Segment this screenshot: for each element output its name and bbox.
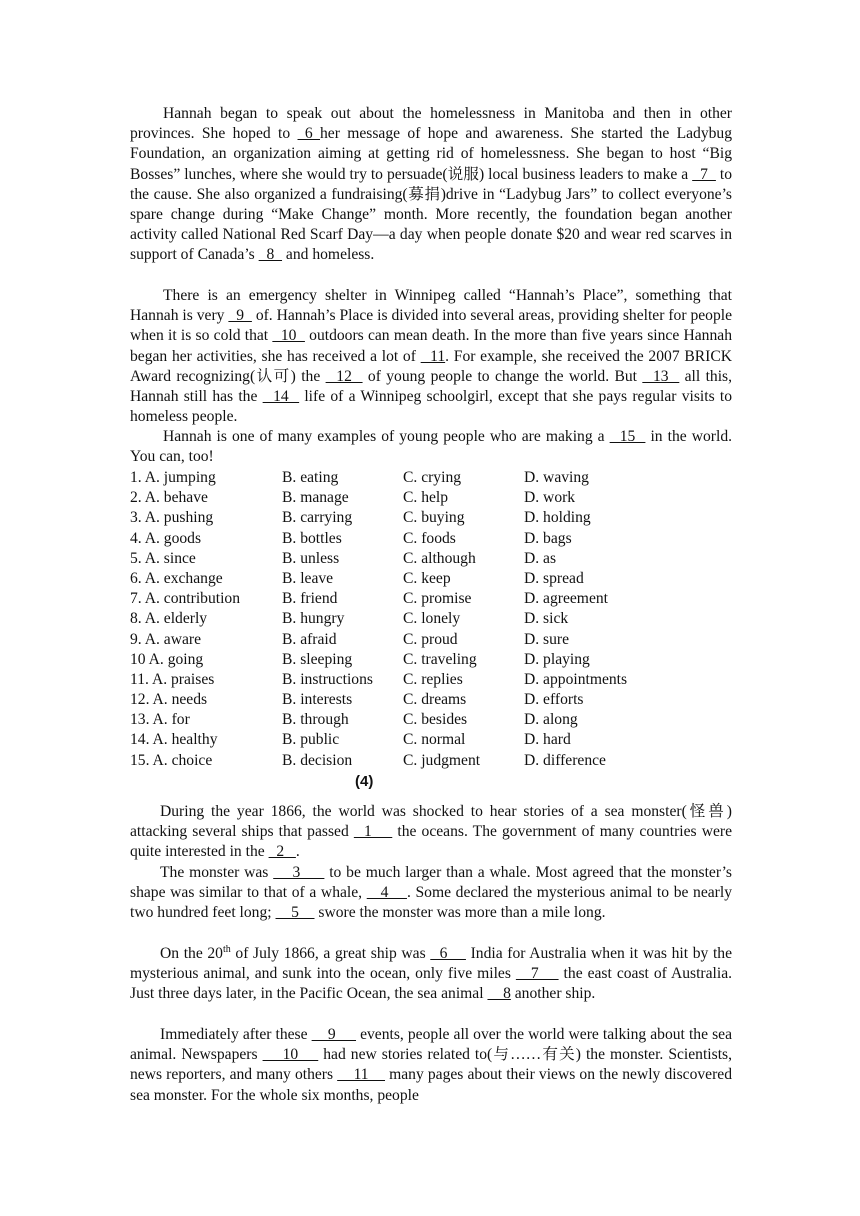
paragraph-text: . For example, she received the 2007 BRICK Award recognizing(认可) the <box>130 347 733 385</box>
paragraph-text: another ship. <box>510 985 596 1003</box>
option-d: D. spread <box>524 569 584 587</box>
option-a: 8. A. elderly <box>130 610 208 628</box>
passage3-paragraph-3 <box>130 427 732 467</box>
paragraph-text: to be much larger than a whale. Most agreed that the monster’s shape was similar to that of a whale, <box>130 864 732 902</box>
passage3-paragraph-1 <box>130 104 732 266</box>
option-d: D. holding <box>524 509 591 527</box>
answer-blank: 8 <box>487 985 511 1003</box>
answer-blank: 3 <box>273 864 325 881</box>
option-c: C. help <box>403 489 449 507</box>
option-c: C. although <box>403 549 476 567</box>
option-d: D. difference <box>524 751 606 769</box>
paragraph-text: the oceans. The government of many countries were quite interested in the <box>130 823 732 861</box>
answer-blank: 9 <box>228 307 252 325</box>
paragraph-text: . <box>295 843 300 861</box>
option-c: C. foods <box>403 529 456 547</box>
option-b: B. bottles <box>282 529 342 547</box>
option-d: D. waving <box>524 469 589 486</box>
option-b: B. sleeping <box>282 650 353 668</box>
option-a: 5. A. since <box>130 549 196 567</box>
option-d: D. along <box>524 711 578 729</box>
option-c: C. keep <box>403 569 451 587</box>
option-b: B. hungry <box>282 610 345 628</box>
superscript-text: th <box>222 943 231 955</box>
paragraph-text: of young people to change the world. But <box>362 367 643 385</box>
answer-blank: 13 <box>642 367 680 385</box>
option-b: B. afraid <box>282 630 337 648</box>
answer-blank: 12 <box>325 367 363 385</box>
paragraph-text: There is an emergency shelter in Winnipeg called “Hannah’s Place”, something that Hannah is very <box>130 287 732 325</box>
answer-blank: 7 <box>692 165 716 183</box>
section-number: (4) <box>355 773 374 790</box>
option-b: B. through <box>282 711 349 729</box>
option-c: C. traveling <box>403 650 477 668</box>
answer-blank: 11 <box>337 1066 386 1084</box>
option-a: 2. A. behave <box>130 489 208 507</box>
paragraph-text: life of a Winnipeg schoolgirl, except that she pays regular visits to homeless people. <box>130 388 733 426</box>
paragraph-text: in the world. You can, too! <box>130 428 733 466</box>
passage4-paragraph-1 <box>130 802 732 863</box>
option-a: 1. A. jumping <box>130 469 216 486</box>
option-c: C. judgment <box>403 751 481 769</box>
answer-blank: 7 <box>515 965 559 983</box>
answer-blank: 6 <box>430 945 466 962</box>
option-b: B. eating <box>282 469 339 486</box>
option-c: C. normal <box>403 731 466 749</box>
passage3-paragraph-2 <box>130 286 732 427</box>
passage4-paragraph-2 <box>130 863 732 924</box>
answer-blank: 4 <box>366 884 407 902</box>
paragraph-text: all this, Hannah still has the <box>130 367 732 406</box>
passage4-paragraph-4 <box>130 1025 732 1106</box>
paragraph-text: Hannah began to speak out about the homelessness in Manitoba and then in other provinces. She hoped to <box>130 105 732 143</box>
answer-blank: 10 <box>272 327 305 345</box>
paragraph-text: had new stories related to(与……有关) the monster. Scientists, news reporters, and many others <box>130 1046 732 1084</box>
option-d: D. playing <box>524 650 590 668</box>
answer-blank: 8 <box>258 246 283 264</box>
option-d: D. as <box>524 549 557 567</box>
answer-blank: 15 <box>609 428 646 445</box>
answer-blank: 10 <box>262 1046 319 1064</box>
option-c: C. crying <box>403 469 462 486</box>
paragraph-text: The monster was <box>160 864 274 881</box>
option-a: 14. A. healthy <box>130 731 218 749</box>
option-a: 7. A. contribution <box>130 590 241 608</box>
option-b: B. decision <box>282 751 353 769</box>
paragraph-text: Immediately after these <box>160 1026 312 1043</box>
paragraph-text: events, people all over the world were talking about the sea animal. Newspapers <box>130 1026 732 1064</box>
option-c: C. replies <box>403 670 463 688</box>
option-c: C. dreams <box>403 691 467 709</box>
answer-blank: 11 <box>420 347 446 365</box>
answer-blank: 6 <box>297 125 320 143</box>
paragraph-text: the east coast of Australia. Just three days later, in the Pacific Ocean, the sea animal <box>130 965 733 1003</box>
option-b: B. public <box>282 731 340 749</box>
option-a: 13. A. for <box>130 711 190 729</box>
paragraph-text: to the cause. She also organized a fundraising(募捐)drive in “Ladybug Jars” to collect everyone’s spare change during “Make Change” month. More recently, the foundation began another activity called National Red Scarf Day—a day when people donate $20 and wear red scarves in support of Canada’s <box>130 165 732 264</box>
option-d: D. agreement <box>524 590 608 608</box>
option-a: 6. A. exchange <box>130 569 223 587</box>
option-d: D. appointments <box>524 670 628 688</box>
paragraph-text: On the 20 <box>160 945 223 962</box>
paragraph-text: India for Australia when it was hit by the mysterious animal, and sunk into the ocean, only five miles <box>130 945 733 983</box>
paragraph-text: outdoors can mean death. In the more than five years since Hannah began her activities, she has received a lot of <box>130 327 732 365</box>
answer-blank: 14 <box>262 388 300 406</box>
option-c: C. promise <box>403 590 472 608</box>
option-d: D. sick <box>524 610 569 628</box>
answer-blank: 1 <box>353 823 393 841</box>
passage4-paragraph-3 <box>130 944 732 1005</box>
paragraph-text: Hannah is one of many examples of young people who are making a <box>163 428 610 445</box>
option-d: D. efforts <box>524 691 584 709</box>
option-a: 10 A. going <box>130 650 204 668</box>
option-a: 3. A. pushing <box>130 509 214 527</box>
option-a: 11. A. praises <box>130 670 215 688</box>
answer-blank: 9 <box>311 1026 357 1043</box>
option-a: 12. A. needs <box>130 691 208 709</box>
option-c: C. proud <box>403 630 458 648</box>
paragraph-text: her message of hope and awareness. She started the Ladybug Foundation, an organization aiming at getting rid of homelessness. She began to host “Big Bosses” lunches, where she would try to persuade(说服) local business leaders to make a <box>130 125 733 183</box>
option-b: B. carrying <box>282 509 353 527</box>
option-d: D. bags <box>524 529 572 547</box>
answer-blank: 5 <box>275 904 315 922</box>
option-b: B. instructions <box>282 670 373 688</box>
paragraph-text: . Some declared the mysterious animal to be nearly two hundred feet long; <box>130 884 733 922</box>
option-d: D. sure <box>524 630 570 648</box>
paragraph-text: many pages about their views on the newly discovered sea monster. For the whole six months, people <box>130 1066 733 1104</box>
option-b: B. friend <box>282 590 338 608</box>
option-c: C. buying <box>403 509 465 527</box>
option-d: D. hard <box>524 731 571 749</box>
option-c: C. lonely <box>403 610 461 628</box>
option-a: 4. A. goods <box>130 529 202 547</box>
option-d: D. work <box>524 489 576 507</box>
option-b: B. unless <box>282 549 340 567</box>
paragraph-text: During the year 1866, the world was shocked to hear stories of a sea monster(怪兽) attacking several ships that passed <box>130 803 732 841</box>
option-a: 15. A. choice <box>130 751 213 769</box>
option-b: B. interests <box>282 691 353 709</box>
option-b: B. leave <box>282 569 334 587</box>
option-c: C. besides <box>403 711 468 729</box>
paragraph-text: and homeless. <box>282 246 375 264</box>
option-b: B. manage <box>282 489 349 507</box>
paragraph-text: of July 1866, a great ship was <box>230 945 431 962</box>
answer-blank: 2 <box>268 843 296 861</box>
option-a: 9. A. aware <box>130 630 202 648</box>
paragraph-text: swore the monster was more than a mile long. <box>314 904 606 922</box>
paragraph-text: of. Hannah’s Place is divided into several areas, providing shelter for people when it is so cold that <box>130 307 733 345</box>
